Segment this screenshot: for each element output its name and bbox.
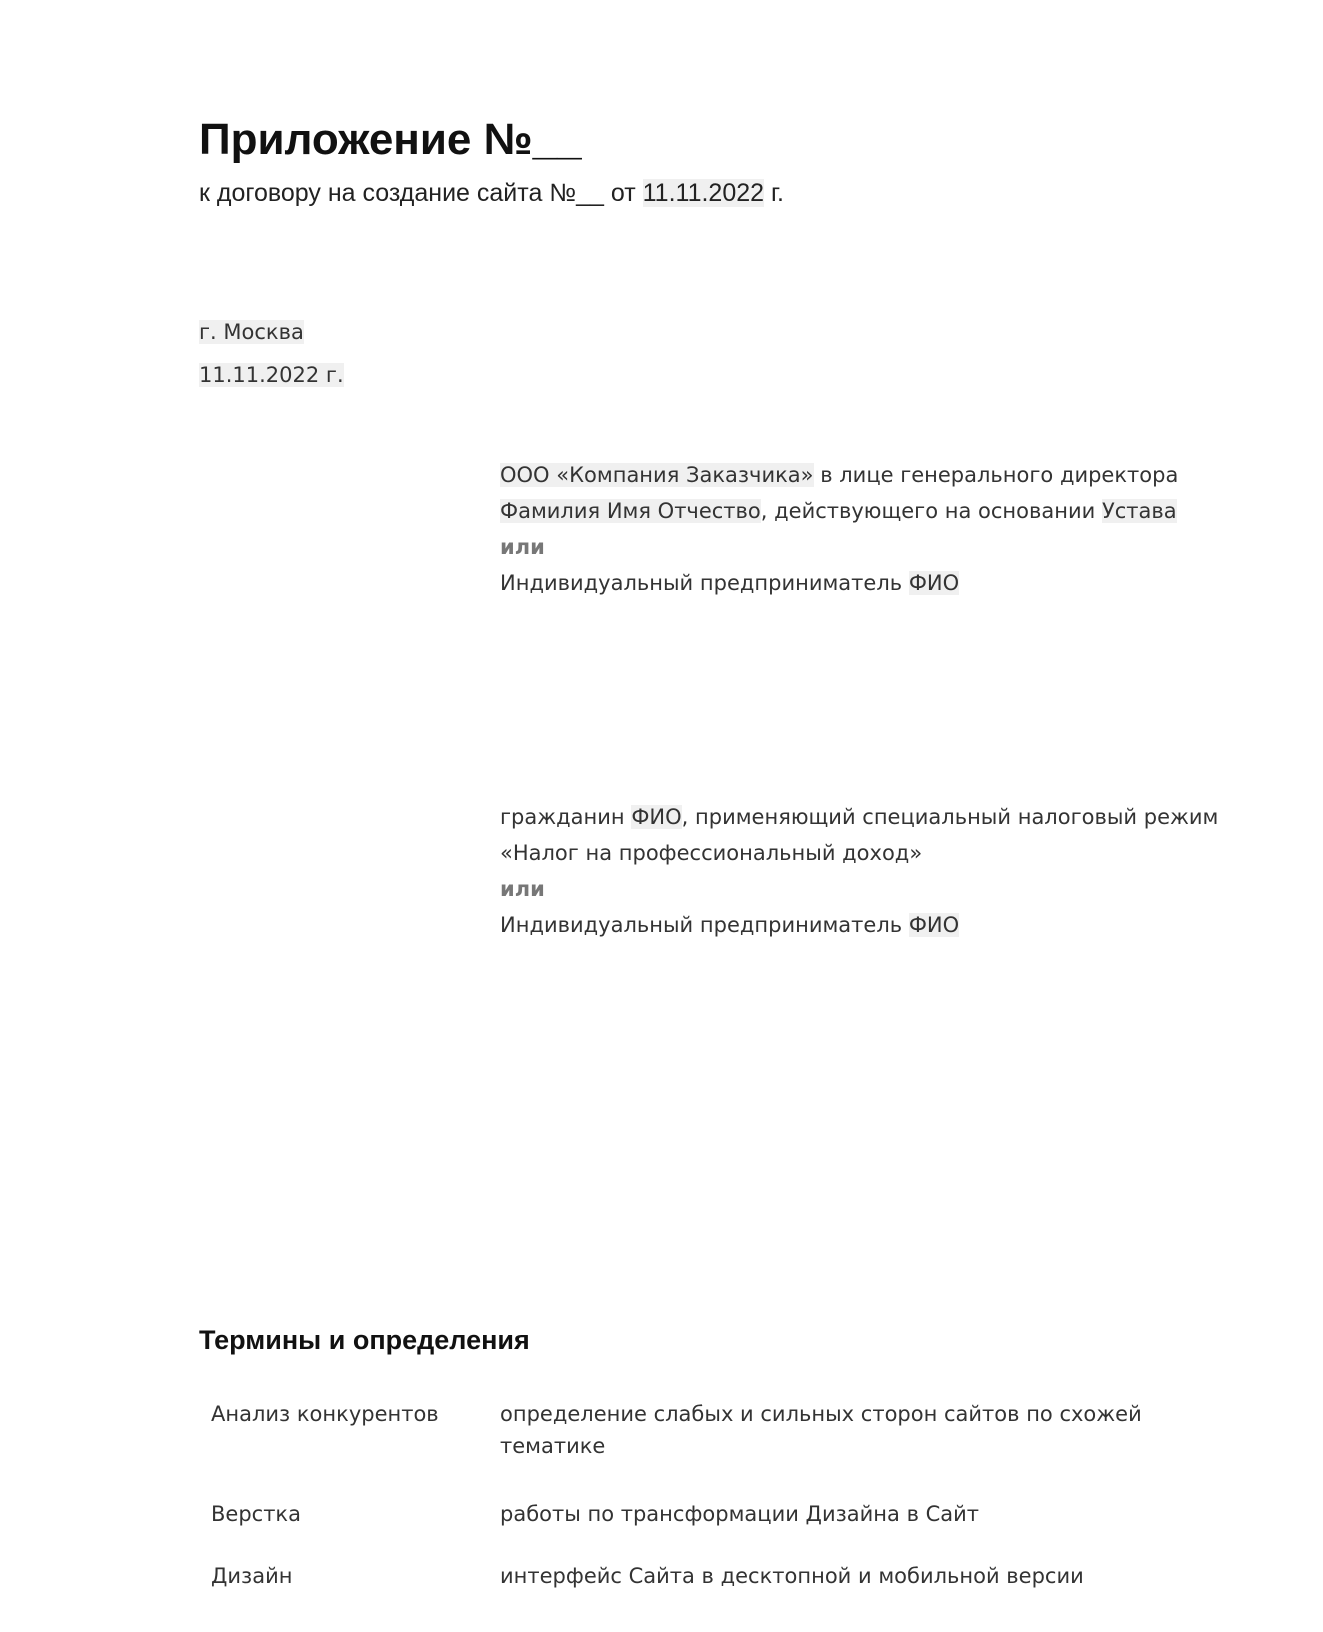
term-definition: интерфейс Сайта в десктопной и мобильной версии (500, 1564, 1084, 1588)
customer-org-line (500, 457, 1280, 493)
term-name: Верстка (211, 1502, 301, 1526)
page-title: Приложение №__ (199, 115, 582, 164)
document-date-text: 11.11.2022 г. (199, 363, 344, 387)
customer-ip-name: ФИО (908, 571, 960, 595)
contractor-citizen-label: гражданин (500, 805, 632, 829)
customer-or-label: или (500, 535, 545, 559)
contractor-regime-text: , применяющий специальный налоговый режим (681, 805, 1219, 829)
subtitle-suffix: г. (764, 179, 785, 207)
contractor-citizen-line (500, 799, 1280, 835)
document-date (199, 360, 344, 390)
customer-org-role: в лице генерального директора (813, 463, 1179, 487)
customer-basis-text: , действующего на основании (760, 499, 1102, 523)
contractor-regime-name: «Налог на профессиональный доход» (500, 841, 923, 865)
contractor-ip-line (500, 907, 1280, 943)
customer-org-name: ООО «Компания Заказчика» (500, 463, 814, 487)
city-text: г. Москва (199, 320, 304, 344)
customer-party (500, 457, 1280, 601)
customer-director-line (500, 493, 1280, 529)
contractor-ip-name: ФИО (908, 913, 960, 937)
subtitle-date: 11.11.2022 (642, 179, 765, 207)
contractor-or-label: или (500, 877, 545, 901)
city (199, 317, 304, 347)
terms-heading: Термины и определения (199, 1325, 530, 1355)
page-subtitle (199, 176, 784, 210)
term-definition: работы по трансформации Дизайна в Сайт (500, 1502, 980, 1526)
contractor-party (500, 799, 1280, 943)
subtitle-prefix: к договору на создание сайта №__ от (199, 179, 643, 207)
customer-ip-line (500, 565, 1280, 601)
contractor-citizen-name: ФИО (631, 805, 682, 829)
customer-director-name: Фамилия Имя Отчество (500, 499, 761, 523)
term-name: Дизайн (211, 1564, 293, 1588)
customer-basis-doc: Устава (1101, 499, 1177, 523)
term-name: Анализ конкурентов (211, 1402, 439, 1426)
contractor-ip-label: Индивидуальный предприниматель (500, 913, 909, 937)
customer-ip-label: Индивидуальный предприниматель (500, 571, 909, 595)
term-definition: определение слабых и сильных сторон сайтов по схожей тематике (500, 1402, 1142, 1458)
